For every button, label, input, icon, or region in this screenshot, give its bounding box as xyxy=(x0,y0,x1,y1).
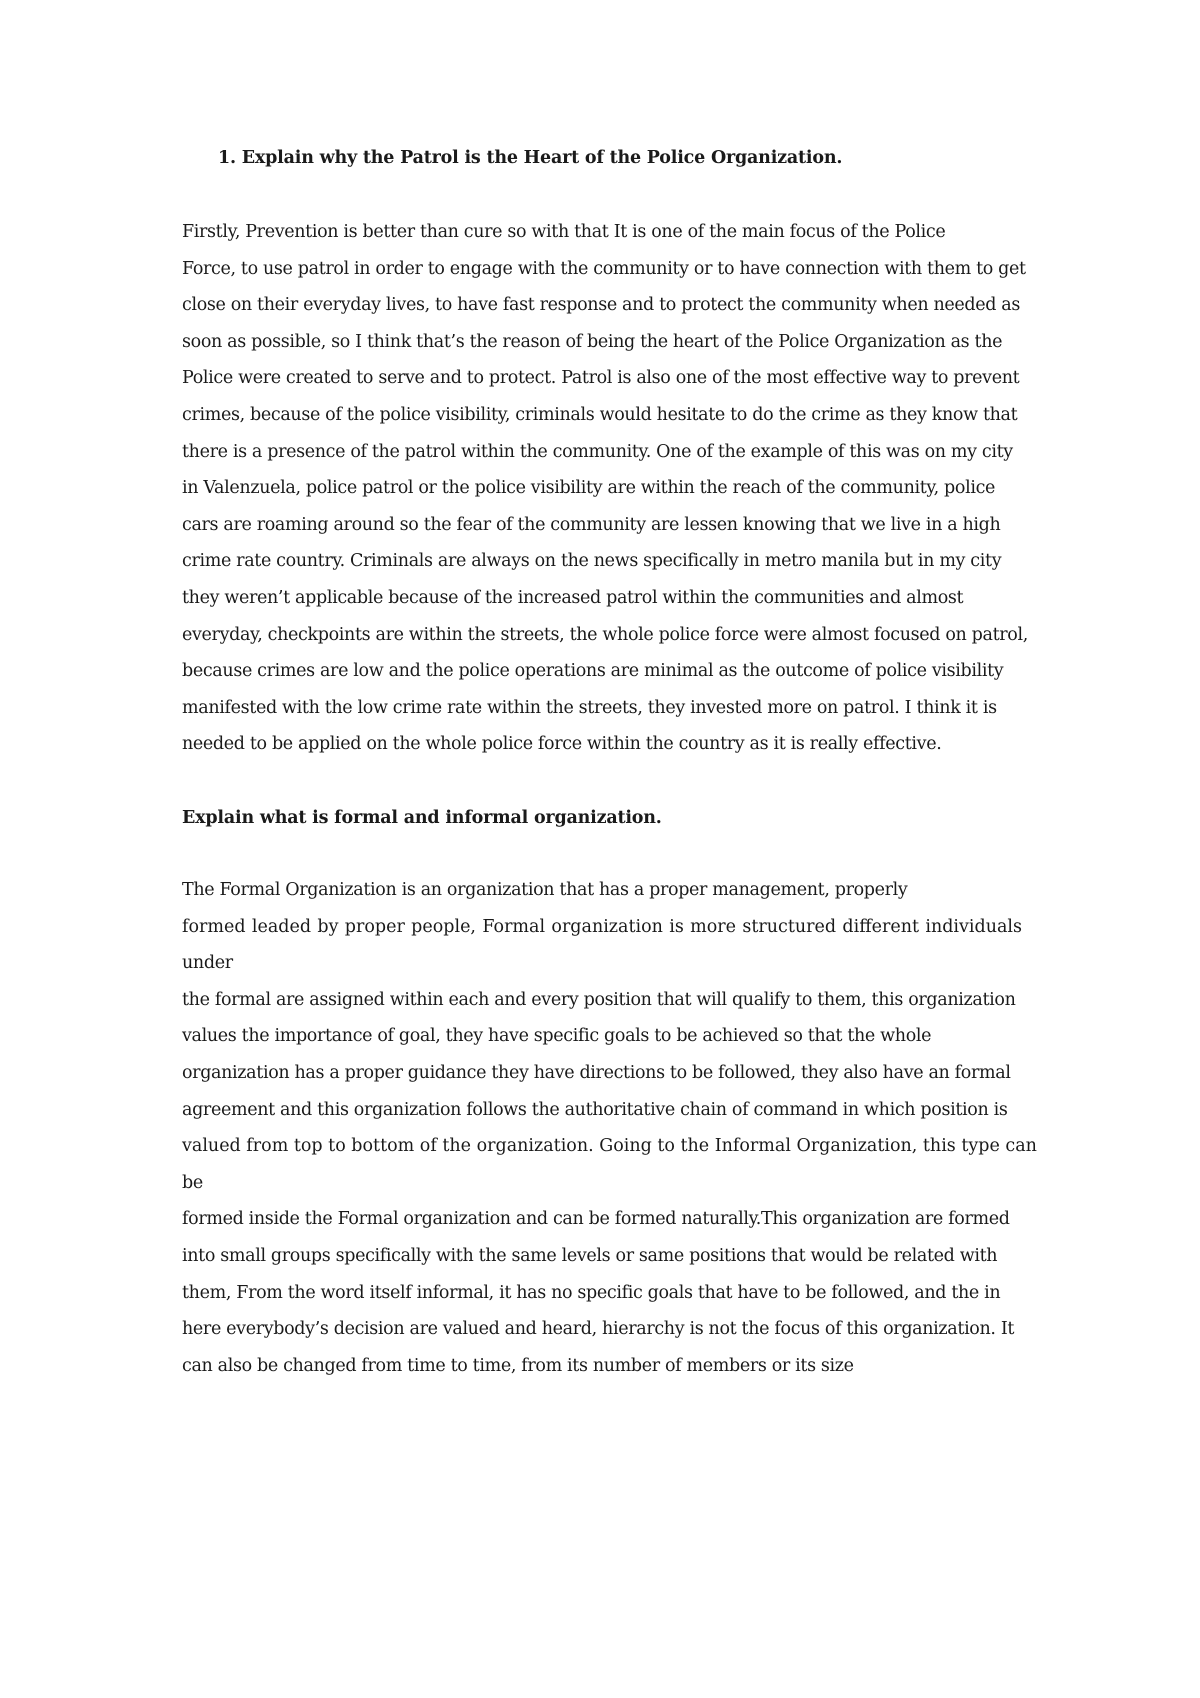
text-line: Force, to use patrol in order to engage with the community or to have connection with them to get xyxy=(182,258,1026,279)
question-1-answer xyxy=(182,214,1028,763)
question-2-heading: Explain what is formal and informal organization. xyxy=(182,808,662,828)
question-2-answer xyxy=(182,872,1037,1384)
text-line: manifested with the low crime rate within the streets, they invested more on patrol. I think it is xyxy=(182,697,997,718)
text-line: under xyxy=(182,953,233,974)
text-line: here everybody’s decision are valued and heard, hierarchy is not the focus of this organization. It xyxy=(182,1319,1015,1340)
text-line: agreement and this organization follows the authoritative chain of command in which position is xyxy=(182,1099,1008,1120)
text-line: in Valenzuela, police patrol or the police visibility are within the reach of the community, police xyxy=(182,478,996,499)
text-line: the formal are assigned within each and every position that will qualify to them, this organization xyxy=(182,989,1016,1010)
text-line: organization has a proper guidance they have directions to be followed, they also have an formal xyxy=(182,1062,1011,1083)
text-line: they weren’t applicable because of the increased patrol within the communities and almost xyxy=(182,587,964,608)
text-line: close on their everyday lives, to have fast response and to protect the community when needed as xyxy=(182,295,1021,316)
text-line: values the importance of goal, they have specific goals to be achieved so that the whole xyxy=(182,1026,932,1047)
text-line: them, From the word itself informal, it has no specific goals that have to be followed, and the in xyxy=(182,1282,1001,1303)
text-line: Police were created to serve and to protect. Patrol is also one of the most effective way to prevent xyxy=(182,368,1020,389)
text-line: formed leaded by proper people, Formal organization is more structured different individuals xyxy=(182,916,1022,937)
text-line: crime rate country. Criminals are always on the news specifically in metro manila but in my city xyxy=(182,551,1002,572)
text-line: everyday, checkpoints are within the streets, the whole police force were almost focused on patrol, xyxy=(182,624,1028,645)
text-line: crimes, because of the police visibility, criminals would hesitate to do the crime as they know that xyxy=(182,404,1018,425)
text-line: soon as possible, so I think that’s the reason of being the heart of the Police Organization as the xyxy=(182,331,1003,352)
text-line: formed inside the Formal organization and can be formed naturally.This organization are formed xyxy=(182,1209,1010,1230)
text-line: into small groups specifically with the same levels or same positions that would be related with xyxy=(182,1245,998,1266)
text-line: cars are roaming around so the fear of the community are lessen knowing that we live in a high xyxy=(182,514,1001,535)
text-line: can also be changed from time to time, from its number of members or its size xyxy=(182,1355,854,1376)
text-line: needed to be applied on the whole police force within the country as it is really effective. xyxy=(182,734,942,755)
text-line: The Formal Organization is an organization that has a proper management, properly xyxy=(182,880,908,900)
text-line: be xyxy=(182,1172,203,1193)
text-line: because crimes are low and the police operations are minimal as the outcome of police visibility xyxy=(182,661,1004,682)
text-line: there is a presence of the patrol within the community. One of the example of this was on my city xyxy=(182,441,1013,462)
text-line: Firstly, Prevention is better than cure so with that It is one of the main focus of the Police xyxy=(182,222,946,242)
question-1-heading: 1. Explain why the Patrol is the Heart of the Police Organization. xyxy=(218,148,843,168)
text-line: valued from top to bottom of the organization. Going to the Informal Organization, this type can xyxy=(182,1136,1037,1157)
